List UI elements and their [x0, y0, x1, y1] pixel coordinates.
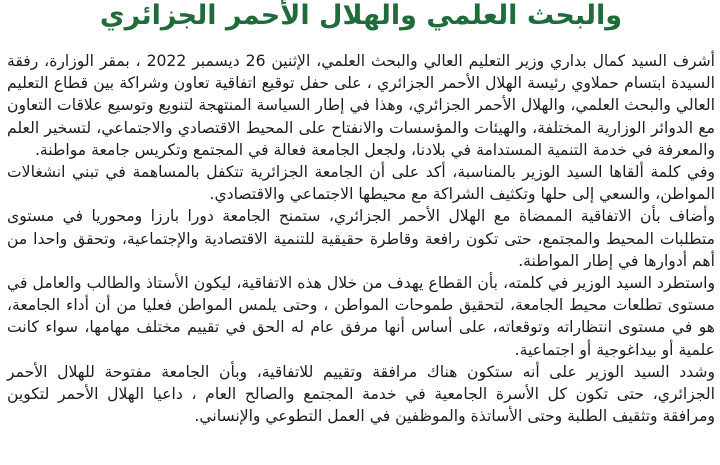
article-paragraph-4: واستطرد السيد الوزير في كلمته، بأن القطاع يهدف من خلال هذه الاتفاقية، ليكون الأستاذ والطالب والعامل في مستوى تطلعات محيط الجامعة، لتحقيق طموحات المواطن ، وحتى يلمس المواطن فعليا من أن أداء الجامعة، هو في مستوى انتظاراته وتوقعاته، على أساس أنها مرفق عام له الحق في تقييم مختلف مهامها، سواء كانت علمية أو بيداغوجية أو اجتماعية.: [7, 274, 715, 359]
article-paragraph-1: أشرف السيد كمال بداري وزير التعليم العالي والبحث العلمي، الإثنين 26 ديسمبر 2022 ، بمقر الوزارة، رفقة السيدة ابتسام حملاوي رئيسة الهلال الأحمر الجزائري ، على حفل توقيع اتفاقية تعاون وشراكة بين قطاع التعليم العالي والبحث العلمي، والهلال الأحمر الجزائري، وهذا في إطار السياسة المنتهجة لتنويع وتوسيع علاقات التعاون مع الدوائر الوزارية المختلفة، والهيئات والمؤسسات والانفتاح على المحيط الاقتصادي والاجتماعي، لتسخير العلم والمعرفة في خدمة التنمية المستدامة في بلادنا، ولجعل الجامعة فعالة في المجتمع وتكريس جامعة مواطنة.: [7, 52, 715, 159]
article-body: [7, 50, 715, 427]
article-headline: والبحث العلمي والهلال الأحمر الجزائري: [99, 0, 623, 31]
article-paragraph-3: وأضاف بأن الاتفاقية الممضاة مع الهلال الأحمر الجزائري، ستمنح الجامعة دورا بارزا ومحوريا في مستوى متطلبات المحيط والمجتمع، حتى تكون رافعة وقاطرة حقيقية للتنمية الاقتصادية والإجتماعية، وتحقق واحدا من أهم أدوارها في إطار المواطنة.: [7, 207, 715, 270]
article-paragraph-5: وشدد السيد الوزير على أنه ستكون هناك مرافقة وتقييم للاتفاقية، وبأن الجامعة مفتوحة للهلال الأحمر الجزائري، حتى تكون كل الأسرة الجامعية في خدمة المجتمع والصالح العام ، داعيا الهلال الأحمر لتكوين ومرافقة وتثقيف الطلبة وحتى الأساتذة والموظفين في العمل التطوعي والإنساني.: [7, 362, 715, 426]
article-paragraph-2: وفي كلمة ألقاها السيد الوزير بالمناسبة، أكد على أن الجامعة الجزائرية تتكفل بالمساهمة في تبني انشغالات المواطن، والسعي إلى حلها وتكثيف الشراكة مع محيطها الاجتماعي والاقتصادي.: [7, 163, 715, 204]
